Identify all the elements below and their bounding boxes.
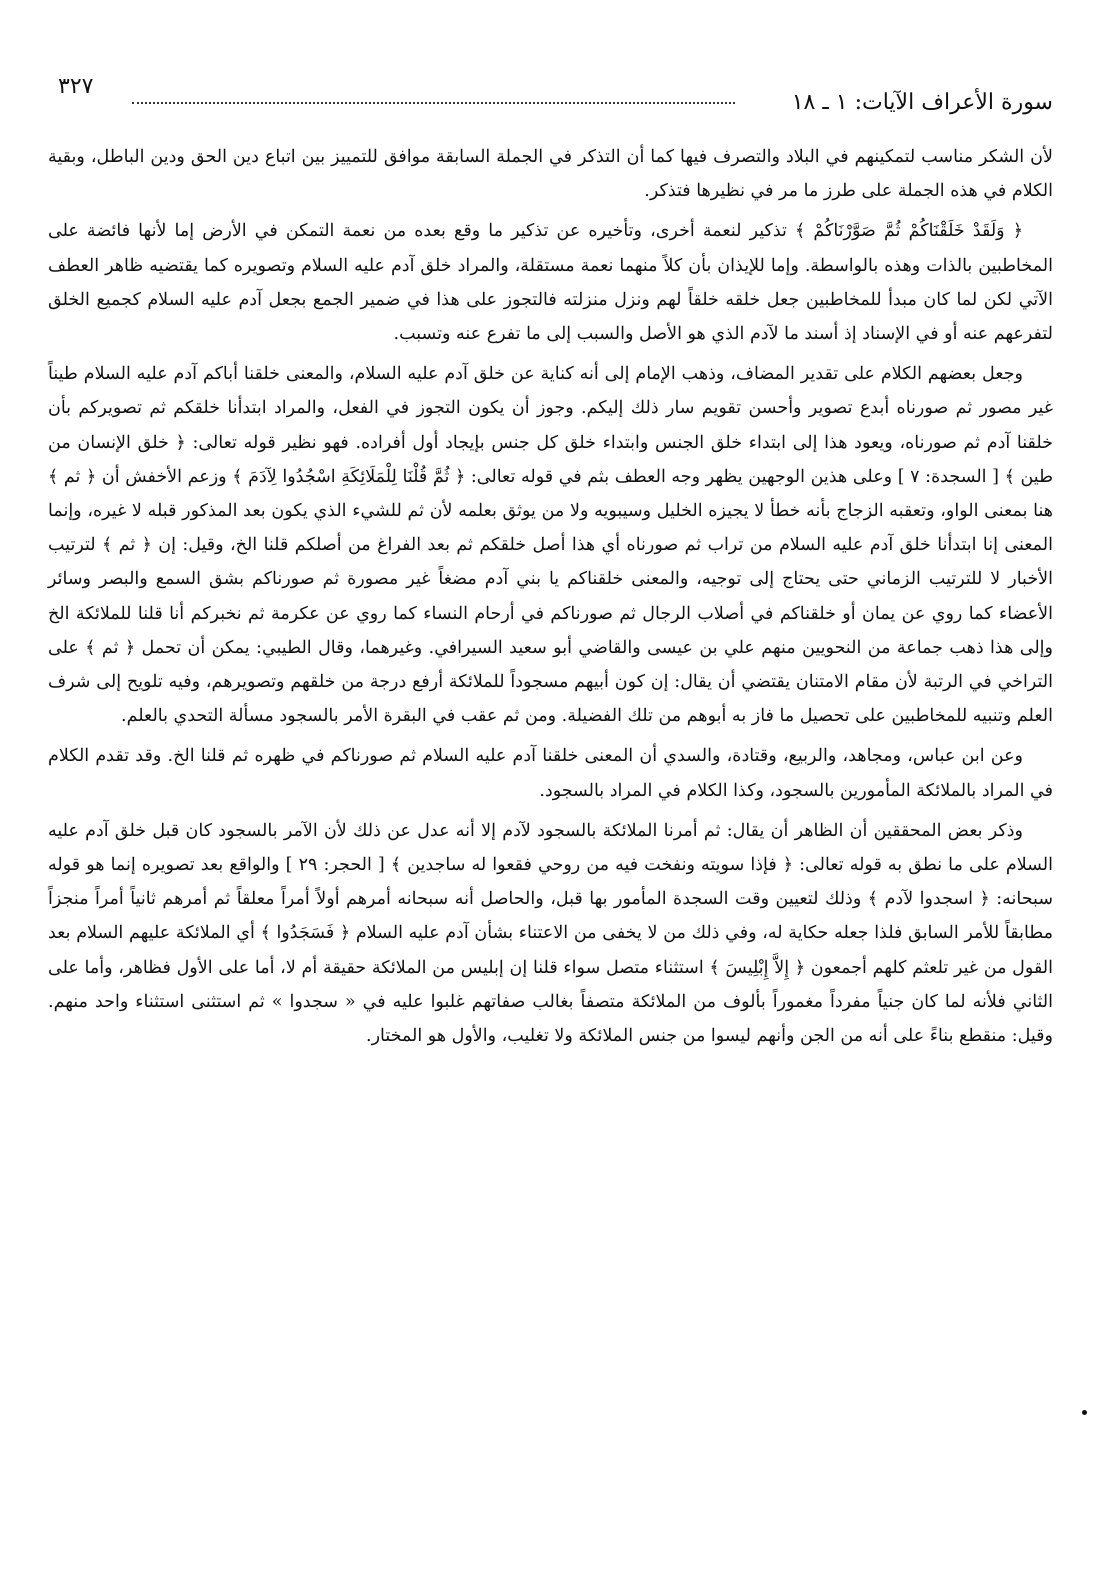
margin-mark: [1082, 1410, 1087, 1415]
body-text: [48, 140, 1053, 1059]
paragraph-4: وعن ابن عباس، ومجاهد، والربيع، وقتادة، والسدي أن المعنى خلقنا آدم عليه السلام ثم صورناكم في ظهره ثم قلنا الخ. وقد تقدم الكلام في المراد بالملائكة المأمورين بالسجود، وكذا الكلام في المراد بالسجود.: [48, 746, 1053, 801]
paragraph-3: وجعل بعضهم الكلام على تقدير المضاف، وذهب الإمام إلى أنه كناية عن خلق آدم عليه السلام، والمعنى خلقنا أباكم آدم عليه السلام طيناً غير مصور ثم صورناه أبدع تصوير وأحسن تقويم سار ذلك إليكم. وجوز أن يكون التجوز في الفعل، والمراد ابتدأنا خلقكم ثم تصويركم بأن خلقنا آدم ثم صورناه، ويعود هذا إلى ابتداء خلق الجنس وابتداء خلق كل جنس بإيجاد أول أفراده. فهو نظير قوله تعالى: ﴿ خلق الإنسان من طين ﴾ [ السجدة: ٧ ] وعلى هذين الوجهين يظهر وجه العطف بثم في قوله تعالى: ﴿ ثُمَّ قُلْنَا لِلْمَلَائِكَةِ اسْجُدُوا لِآدَمَ ﴾ وزعم الأخفش أن ﴿ ثم ﴾ هنا بمعنى الواو، وتعقبه الزجاج بأنه خطأ لا يجيزه الخليل وسيبويه ولا من يوثق بعلمه لأن ثم للشيء الذي يكون بعد المذكور قبله لا غيره، وإنما المعنى إنا ابتدأنا خلق آدم عليه السلام من تراب ثم صورناه أي هذا أصل خلقكم ثم بعد الفراغ من أصلكم قلنا الخ، وقيل: إن ﴿ ثم ﴾ لترتيب الأخبار لا للترتيب الزماني حتى يحتاج إلى توجيه، والمعنى خلقناكم يا بني آدم مضغاً غير مصورة ثم صورناكم بشق السمع والبصر وسائر الأعضاء كما روي عن يمان أو خلقناكم في أصلاب الرجال ثم صورناكم في أرحام النساء كما روي عن عكرمة ثم نخبركم أنا قلنا للملائكة الخ وإلى هذا ذهب جماعة من النحويين منهم علي بن عيسى والقاضي أبو سعيد السيرافي. وغيرهما، وقال الطيبي: يمكن أن تحمل ﴿ ثم ﴾ على التراخي في الرتبة لأن مقام الامتنان يقتضي أن يقال: إن كون أبيهم مسجوداً للملائكة أرفع درجة من خلقهم وتصويرهم، وفيه تلويح إلى شرف العلم وتنبيه للمخاطبين على تحصيل ما فاز به أبوهم من تلك الفضيلة. ومن ثم عقب في البقرة الأمر بالسجود مسألة التحدي بالعلم.: [48, 364, 1053, 727]
book-page: [48, 0, 1053, 1583]
page-number: ٣٢٧: [58, 74, 94, 99]
paragraph-2: ﴿ وَلَقَدْ خَلَقْنَاكُمْ ثُمَّ صَوَّرْنَاكُمْ ﴾ تذكير لنعمة أخرى، وتأخيره عن تذكير ما وقع بعده من نعمة التمكن في الأرض إما لأنها فائضة على المخاطبين بالذات وهذه بالواسطة. وإما للإيذان بأن كلاً منهما نعمة مستقلة، والمراد خلق آدم عليه السلام وتصويره كما يقتضيه ظاهر العطف الآتي لكن لما كان مبدأ للمخاطبين جعل خلقه خلقاً لهم ونزل منزلته فالتجوز على هذا في ضمير الجمع بجعل آدم عليه السلام كجميع الخلق لتفرعهم عنه أو في الإسناد إذ أسند ما لآدم الذي هو الأصل والسبب إلى ما تفرع عنه وتسبب.: [48, 221, 1053, 345]
paragraph-1: لأن الشكر مناسب لتمكينهم في البلاد والتصرف فيها كما أن التذكر في الجملة السابقة موافق للتمييز بين اتباع دين الحق ودين الباطل، وبقية الكلام في هذه الجملة على طرز ما مر في نظيرها فتذكر.: [48, 147, 1053, 202]
running-title: سورة الأعراف الآيات: ١ ـ ١٨: [791, 90, 1053, 115]
paragraph-5: وذكر بعض المحققين أن الظاهر أن يقال: ثم أمرنا الملائكة بالسجود لآدم إلا أنه عدل عن ذلك لأن الآمر بالسجود كان قبل خلق آدم عليه السلام على ما نطق به قوله تعالى: ﴿ فإذا سويته ونفخت فيه من روحي فقعوا له ساجدين ﴾ [ الحجر: ٢٩ ] والواقع بعد تصويره إنما هو قوله سبحانه: ﴿ اسجدوا لآدم ﴾ وذلك لتعيين وقت السجدة المأمور بها قبل، والحاصل أنه سبحانه أمرهم أولاً أمراً معلقاً ثم أمرهم ثانياً أمراً منجزاً مطابقاً للأمر السابق فلذا جعله حكاية له، وفي ذلك من لا يخفى من الاعتناء بشأن آدم عليه السلام ﴿ فَسَجَدُوا ﴾ أي الملائكة عليهم السلام بعد القول من غير تلعثم كلهم أجمعون ﴿ إِلاَّ إِبْلِيسَ ﴾ استثناء متصل سواء قلنا إن إبليس من الملائكة حقيقة أم لا، أما على الأول فظاهر، وأما على الثاني فلأنه لما كان جنياً مفرداً مغموراً بألوف من الملائكة متصفاً بغالب صفاتهم غلبوا عليه في « سجدوا » ثم استثنى استثناء واحد منهم. وقيل: منقطع بناءً على أنه من الجن وأنهم ليسوا من جنس الملائكة ولا تغليب، والأول هو المختار.: [48, 820, 1053, 1047]
page-header: [48, 74, 1053, 124]
header-dotted-leader: [132, 102, 735, 104]
